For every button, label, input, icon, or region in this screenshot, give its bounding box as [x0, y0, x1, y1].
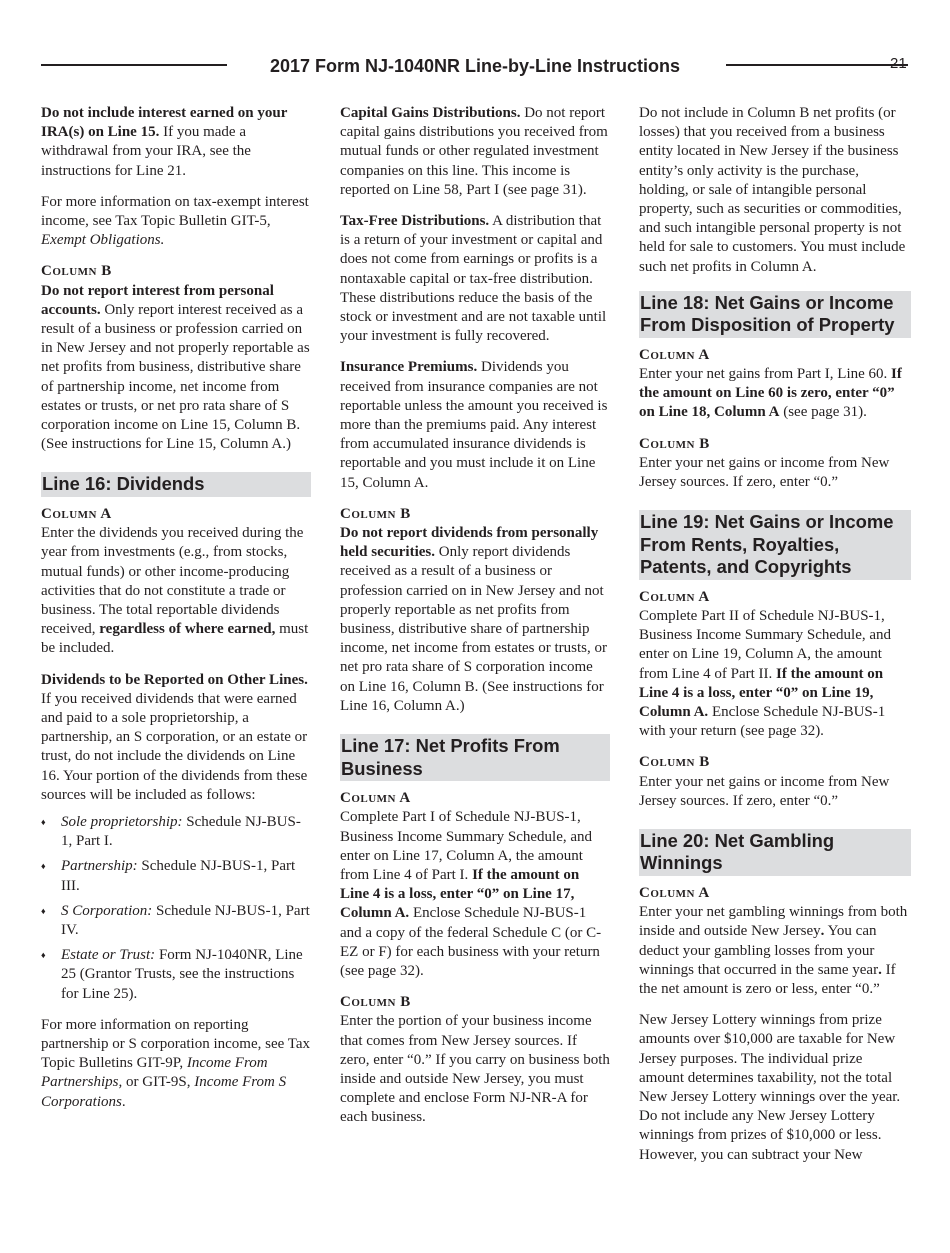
line-20-heading: Line 20: Net Gambling Winnings [639, 829, 911, 876]
column-a-heading: Column A [639, 588, 710, 605]
column-b-paragraph: Do not report interest from personal accounts. Only report interest received as a result of a business or profession carried on in New Jersey and not properly reportable as net profits from business, distributive share of partnership income, net income from estates or trusts, or net pro rata share of S corporation income on Line 15, Column B. (See instructions for Line 15, Column A.) [41, 282, 310, 453]
column-a-heading: Column A [639, 884, 710, 901]
gambling-paragraph: Enter your net gambling winnings from both inside and outside New Jersey. You can deduct your gambling losses from your winnings that occurred in the same year. If the net amount is zero or less, enter “0.” [639, 904, 908, 997]
line-18-column-a-paragraph: Enter your net gains from Part I, Line 60. If the amount on Line 60 is zero, enter “0” on Line 18, Column A (see page 31). [639, 366, 902, 421]
lottery-paragraph: New Jersey Lottery winnings from prize amounts over $10,000 are taxable for New Jersey purposes. The individual prize amount determines taxability, not the total New Jersey Lottery winnings over the year. Do not include any New Jersey Lottery winnings from prizes of $10,000 or less. However, you can subtract your New [639, 1012, 901, 1163]
column-b-paragraph: Do not report dividends from personally held securities. Only report dividends received as a result of a business or profession carried on in New Jersey and not properly reportable as net profits from business, distributive share of partnership income, net income from estates or trusts, or net pro rata share of S corporation income on Line 16, Column B. (See instructions for Line 16, Column A.) [340, 525, 608, 714]
line-19-heading: Line 19: Net Gains or Income From Rents, Royalties, Patents, and Copyrights [639, 510, 911, 580]
capital-gains-paragraph: Capital Gains Distributions. Do not report capital gains distributions you received from mutual funds or other regulated investment companies on this line. This income is reported on Line 58, Part I (see page 31). [340, 105, 608, 198]
line-19-column-b-paragraph: Enter your net gains or income from New Jersey sources. If zero, enter “0.” [639, 773, 890, 809]
column-b-heading: Column B [340, 994, 411, 1011]
column-b-heading: Column B [639, 754, 710, 771]
list-item: ♦ Sole proprietorship: Schedule NJ-BUS-1, Part I. [41, 813, 311, 851]
header-rule-right [726, 64, 908, 66]
column-a-heading: Column A [639, 346, 710, 363]
line-18-column-b-paragraph: Enter your net gains or income from New Jersey sources. If zero, enter “0.” [639, 454, 890, 491]
ira-paragraph: Do not include interest earned on your IRA(s) on Line 15. If you made a withdrawal from your IRA, see the instructions for Line 21. [41, 105, 288, 179]
column-b-heading: Column B [340, 505, 411, 522]
list-item: ♦ Partnership: Schedule NJ-BUS-1, Part III. [41, 857, 311, 895]
column-3 [639, 104, 911, 1177]
tax-free-paragraph: Tax-Free Distributions. A distribution that is a return of your investment or capital and does not come from earnings or profits is a nontaxable capital or tax-free distribution. These distributions reduce the basis of the stock or investment and are not taxable until your investment is fully recovered. [340, 213, 607, 345]
line-17-heading: Line 17: Net Profits From Business [340, 734, 610, 781]
dividends-paragraph: Enter the dividends you received during the year from investments (e.g., from stocks, mutual funds) or other income-producing activities that do not constitute a trade or business. The total reportable dividends received, regardless of where earned, must be included. [41, 525, 309, 657]
column-a-heading: Column A [340, 790, 411, 807]
list-item: ♦ S Corporation: Schedule NJ-BUS-1, Part IV. [41, 902, 311, 940]
other-lines-paragraph: Dividends to be Reported on Other Lines. If you received dividends that were earned and paid to a sole proprietorship, a partnership, an S corporation, or an estate or trust, do not include the dividends on Line 16. Your portion of the dividends from these sources will be included as follows: [41, 671, 308, 803]
net-profits-paragraph: Complete Part I of Schedule NJ-BUS-1, Business Income Summary Schedule, and enter on Line 17, Column A, the amount from Line 4 of Part I. If the amount on Line 4 is a loss, enter “0” on Line 17, Column A. Enclose Schedule NJ-BUS-1 and a copy of the federal Schedule C (or C-EZ or F) for each business with your return (see page 32). [340, 809, 602, 979]
line-18-heading: Line 18: Net Gains or Income From Disposition of Property [639, 291, 911, 338]
column-1 [41, 104, 311, 1124]
insurance-paragraph: Insurance Premiums. Dividends you received from insurance companies are not reportable unless the amount you received is more than the premiums paid. Any interest from accumulated insurance dividends is reportable and you must include it on Line 15, Column A. [340, 359, 608, 491]
dividend-source-list [41, 813, 311, 1004]
column-a-heading: Column A [41, 505, 112, 522]
column-b-heading: Column B [41, 263, 112, 280]
page-title: 2017 Form NJ-1040NR Line-by-Line Instructions [269, 56, 681, 76]
partnership-info-paragraph: For more information on reporting partnership or S corporation income, see Tax Topic Bulletins GIT-9P, Income From Partnerships, or GIT-9S, Income From S Corporations. [41, 1016, 311, 1110]
column-2 [340, 104, 610, 1140]
line-16-heading: Line 16: Dividends [41, 472, 311, 497]
intangible-property-paragraph: Do not include in Column B net profits (or losses) that you received from a business entity located in New Jersey if the business entity’s only activity is the purchase, holding, or sale of intangible personal property, such as securities or commodities, and such intangible personal property is not held for sale to customers. You must include such net profits in Column A. [639, 105, 906, 275]
line-19-column-a-paragraph: Complete Part II of Schedule NJ-BUS-1, Business Income Summary Schedule, and enter on Line 19, Column A, the amount from Line 4 of Part II. If the amount on Line 4 is a loss, enter “0” on Line 19, Column A. Enclose Schedule NJ-BUS-1 with your return (see page 32). [639, 607, 892, 740]
list-item: ♦ Estate or Trust: Form NJ-1040NR, Line 25 (Grantor Trusts, see the instructions for Line 25). [41, 946, 311, 1004]
nj-business-income-paragraph: Enter the portion of your business income that comes from New Jersey sources. If zero, enter “0.” If you carry on business both inside and outside New Jersey, you must complete and enclose Form NJ-NR-A for each business. [340, 1013, 610, 1126]
column-b-heading: Column B [639, 435, 710, 452]
tax-exempt-paragraph: For more information on tax-exempt interest income, see Tax Topic Bulletin GIT-5, Exempt Obligations. [41, 193, 309, 249]
page-number: 21 [890, 55, 907, 72]
